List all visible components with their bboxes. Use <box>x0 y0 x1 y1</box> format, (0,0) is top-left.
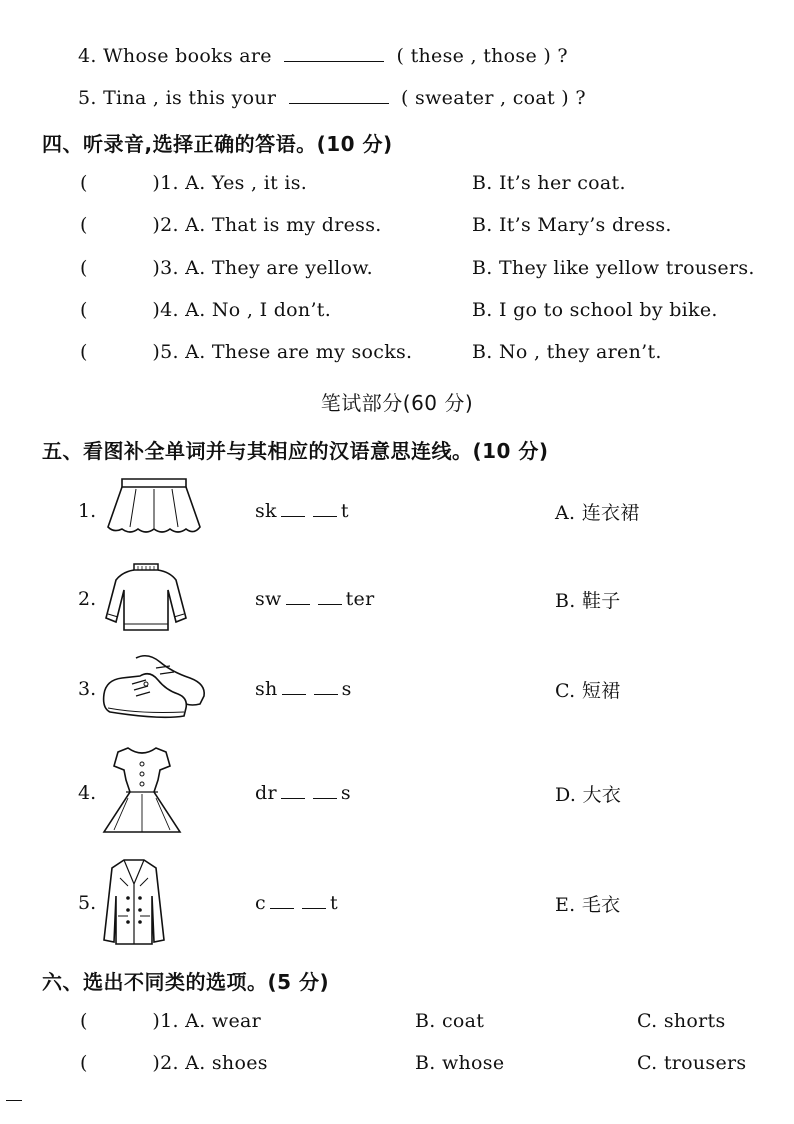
meaning-d[interactable]: D. 大衣 <box>555 784 622 806</box>
option-a: )4. A. No , I don’t. <box>152 299 332 321</box>
written-part-title: 笔试部分(60 分) <box>320 391 474 415</box>
section5-item-number: 1. <box>78 500 97 522</box>
letter-blank[interactable] <box>313 504 337 517</box>
answer-blank[interactable] <box>289 89 389 104</box>
question-text: Tina , is this your <box>103 87 277 109</box>
word-suffix: t <box>329 892 338 914</box>
answer-paren[interactable]: ( <box>80 214 88 236</box>
question-options: ( these , those ) ? <box>396 45 568 67</box>
word-completion-3[interactable] <box>255 678 352 700</box>
letter-blank[interactable] <box>314 682 338 695</box>
section4-item-3-b: B. They like yellow trousers. <box>472 257 755 279</box>
answer-paren[interactable]: ( <box>80 341 88 363</box>
letter-blank[interactable] <box>281 504 305 517</box>
option-a: )5. A. These are my socks. <box>152 341 413 363</box>
letter-blank[interactable] <box>282 682 306 695</box>
fill-question-4 <box>78 45 568 67</box>
section6-item-2-b: B. whose <box>415 1052 505 1074</box>
section4-item-2 <box>80 214 382 236</box>
word-suffix: s <box>340 782 351 804</box>
section6-item-1 <box>80 1010 261 1032</box>
question-number: 5. <box>78 87 97 109</box>
letter-blank[interactable] <box>313 786 337 799</box>
section4-item-4 <box>80 299 331 321</box>
letter-blank[interactable] <box>286 592 310 605</box>
word-suffix: t <box>340 500 349 522</box>
question-options: ( sweater , coat ) ? <box>401 87 586 109</box>
shoes-icon <box>100 650 210 724</box>
answer-paren[interactable]: ( <box>80 172 88 194</box>
section4-item-2-b: B. It’s Mary’s dress. <box>472 214 672 236</box>
dress-icon <box>100 742 184 838</box>
section4-item-4-b: B. I go to school by bike. <box>472 299 718 321</box>
letter-blank[interactable] <box>281 786 305 799</box>
letter-blank[interactable] <box>318 592 342 605</box>
skirt-icon <box>100 475 208 540</box>
answer-paren[interactable]: ( <box>80 1010 88 1032</box>
word-completion-4[interactable] <box>255 782 351 804</box>
question-text: Whose books are <box>103 45 272 67</box>
section6-item-2 <box>80 1052 268 1074</box>
meaning-e[interactable]: E. 毛衣 <box>555 894 621 916</box>
section5-item-number: 3. <box>78 678 97 700</box>
word-prefix: c <box>255 892 266 914</box>
letter-blank[interactable] <box>270 896 294 909</box>
section6-item-1-b: B. coat <box>415 1010 485 1032</box>
word-completion-5[interactable] <box>255 892 338 914</box>
answer-paren[interactable]: ( <box>80 299 88 321</box>
word-completion-2[interactable] <box>255 588 375 610</box>
section6-item-1-c: C. shorts <box>637 1010 726 1032</box>
fill-question-5 <box>78 87 586 109</box>
section4-item-5 <box>80 341 412 363</box>
word-suffix: s <box>341 678 352 700</box>
option-a: )1. A. Yes , it is. <box>152 172 308 194</box>
word-prefix: sw <box>255 588 282 610</box>
section4-item-1-b: B. It’s her coat. <box>472 172 626 194</box>
page-edge-mark <box>6 1100 22 1101</box>
section5-item-number: 2. <box>78 588 97 610</box>
letter-blank[interactable] <box>302 896 326 909</box>
answer-blank[interactable] <box>284 47 384 62</box>
section4-heading: 四、听录音,选择正确的答语。(10 分) <box>42 132 393 156</box>
coat-icon <box>98 856 170 948</box>
section5-heading: 五、看图补全单词并与其相应的汉语意思连线。(10 分) <box>42 439 549 463</box>
word-prefix: dr <box>255 782 277 804</box>
section5-item-number: 4. <box>78 782 97 804</box>
meaning-b[interactable]: B. 鞋子 <box>555 590 621 612</box>
option-a: )1. A. wear <box>152 1010 262 1032</box>
option-a: )3. A. They are yellow. <box>152 257 373 279</box>
section6-heading: 六、选出不同类的选项。(5 分) <box>42 970 330 994</box>
word-suffix: ter <box>345 588 375 610</box>
answer-paren[interactable]: ( <box>80 1052 88 1074</box>
section6-item-2-c: C. trousers <box>637 1052 747 1074</box>
word-completion-1[interactable] <box>255 500 349 522</box>
meaning-a[interactable]: A. 连衣裙 <box>555 502 640 524</box>
word-prefix: sk <box>255 500 277 522</box>
sweater-icon <box>100 560 192 634</box>
answer-paren[interactable]: ( <box>80 257 88 279</box>
section4-item-5-b: B. No , they aren’t. <box>472 341 662 363</box>
word-prefix: sh <box>255 678 278 700</box>
meaning-c[interactable]: C. 短裙 <box>555 680 621 702</box>
option-a: )2. A. shoes <box>152 1052 268 1074</box>
section4-item-3 <box>80 257 373 279</box>
section4-item-1 <box>80 172 307 194</box>
option-a: )2. A. That is my dress. <box>152 214 382 236</box>
section5-item-number: 5. <box>78 892 97 914</box>
question-number: 4. <box>78 45 97 67</box>
